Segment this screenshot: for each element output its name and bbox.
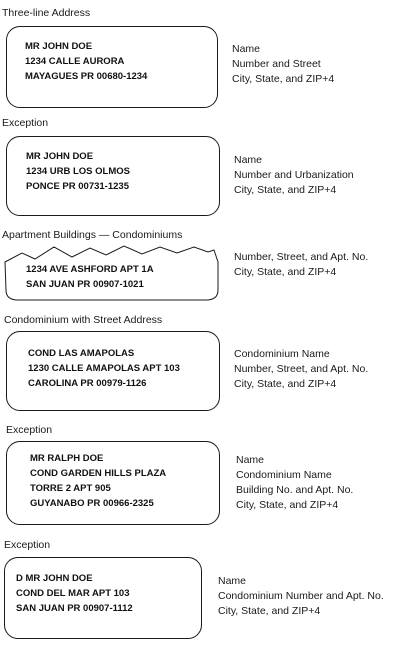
- description-apartment-buildings: [234, 250, 368, 280]
- address-line: 1234 AVE ASHFORD APT 1A: [26, 264, 154, 275]
- description-line: City, State, and ZIP+4: [234, 378, 337, 390]
- description-line: Number, Street, and Apt. No.: [234, 251, 369, 263]
- description-line: Number, Street, and Apt. No.: [234, 363, 369, 375]
- address-line: MAYAGUES PR 00680-1234: [25, 71, 148, 82]
- address-line: 1234 URB LOS OLMOS: [26, 166, 130, 177]
- description-line: City, State, and ZIP+4: [236, 499, 339, 511]
- address-line: MR RALPH DOE: [30, 453, 104, 464]
- section-heading-condominium-street: Condominium with Street Address: [4, 314, 163, 326]
- address-line: 1234 CALLE AURORA: [25, 56, 125, 67]
- description-line: Name: [232, 43, 261, 55]
- description-condominium-street: [234, 347, 368, 392]
- address-line: GUYANABO PR 00966-2325: [30, 498, 154, 509]
- address-block-exception-building: [30, 451, 166, 511]
- description-line: Condominium Number and Apt. No.: [218, 590, 384, 602]
- address-line: PONCE PR 00731-1235: [26, 181, 129, 192]
- description-line: Condominium Name: [236, 469, 332, 481]
- address-line: CAROLINA PR 00979-1126: [28, 378, 147, 389]
- description-exception-building: [236, 453, 353, 513]
- address-line: COND DEL MAR APT 103: [16, 588, 130, 599]
- description-line: City, State, and ZIP+4: [218, 605, 321, 617]
- address-line: MR JOHN DOE: [26, 151, 94, 162]
- address-line: COND GARDEN HILLS PLAZA: [30, 468, 167, 479]
- address-block-three-line: [25, 39, 147, 84]
- address-block-exception-condominium-number: [16, 571, 133, 616]
- description-three-line: [232, 42, 334, 87]
- description-line: Name: [218, 575, 247, 587]
- section-heading-three-line-address: Three-line Address: [2, 7, 91, 19]
- address-line: 1230 CALLE AMAPOLAS APT 103: [28, 363, 180, 374]
- description-line: City, State, and ZIP+4: [232, 73, 335, 85]
- description-exception-condominium-number: [218, 574, 384, 619]
- section-heading-exception-urbanization: Exception: [2, 117, 49, 129]
- description-line: City, State, and ZIP+4: [234, 184, 337, 196]
- address-line: SAN JUAN PR 00907-1021: [26, 279, 144, 290]
- address-line: SAN JUAN PR 00907-1112: [16, 603, 133, 614]
- description-line: Name: [236, 454, 265, 466]
- address-block-apartment-buildings: [26, 262, 154, 292]
- address-line: TORRE 2 APT 905: [30, 483, 111, 494]
- address-block-exception-urbanization: [26, 149, 130, 194]
- description-line: Building No. and Apt. No.: [236, 484, 354, 496]
- description-line: Condominium Name: [234, 348, 330, 360]
- address-line: MR JOHN DOE: [25, 41, 93, 52]
- address-block-condominium-street: [28, 346, 180, 391]
- description-line: Number and Urbanization: [234, 169, 354, 181]
- section-heading-exception-building: Exception: [6, 424, 53, 436]
- address-line: D MR JOHN DOE: [16, 573, 93, 584]
- description-exception-urbanization: [234, 153, 354, 198]
- description-line: City, State, and ZIP+4: [234, 266, 337, 278]
- address-line: COND LAS AMAPOLAS: [28, 348, 135, 359]
- description-line: Name: [234, 154, 263, 166]
- section-heading-apartment-buildings: Apartment Buildings — Condominiums: [2, 229, 183, 241]
- description-line: Number and Street: [232, 58, 321, 70]
- section-heading-exception-condominium-number: Exception: [4, 539, 51, 551]
